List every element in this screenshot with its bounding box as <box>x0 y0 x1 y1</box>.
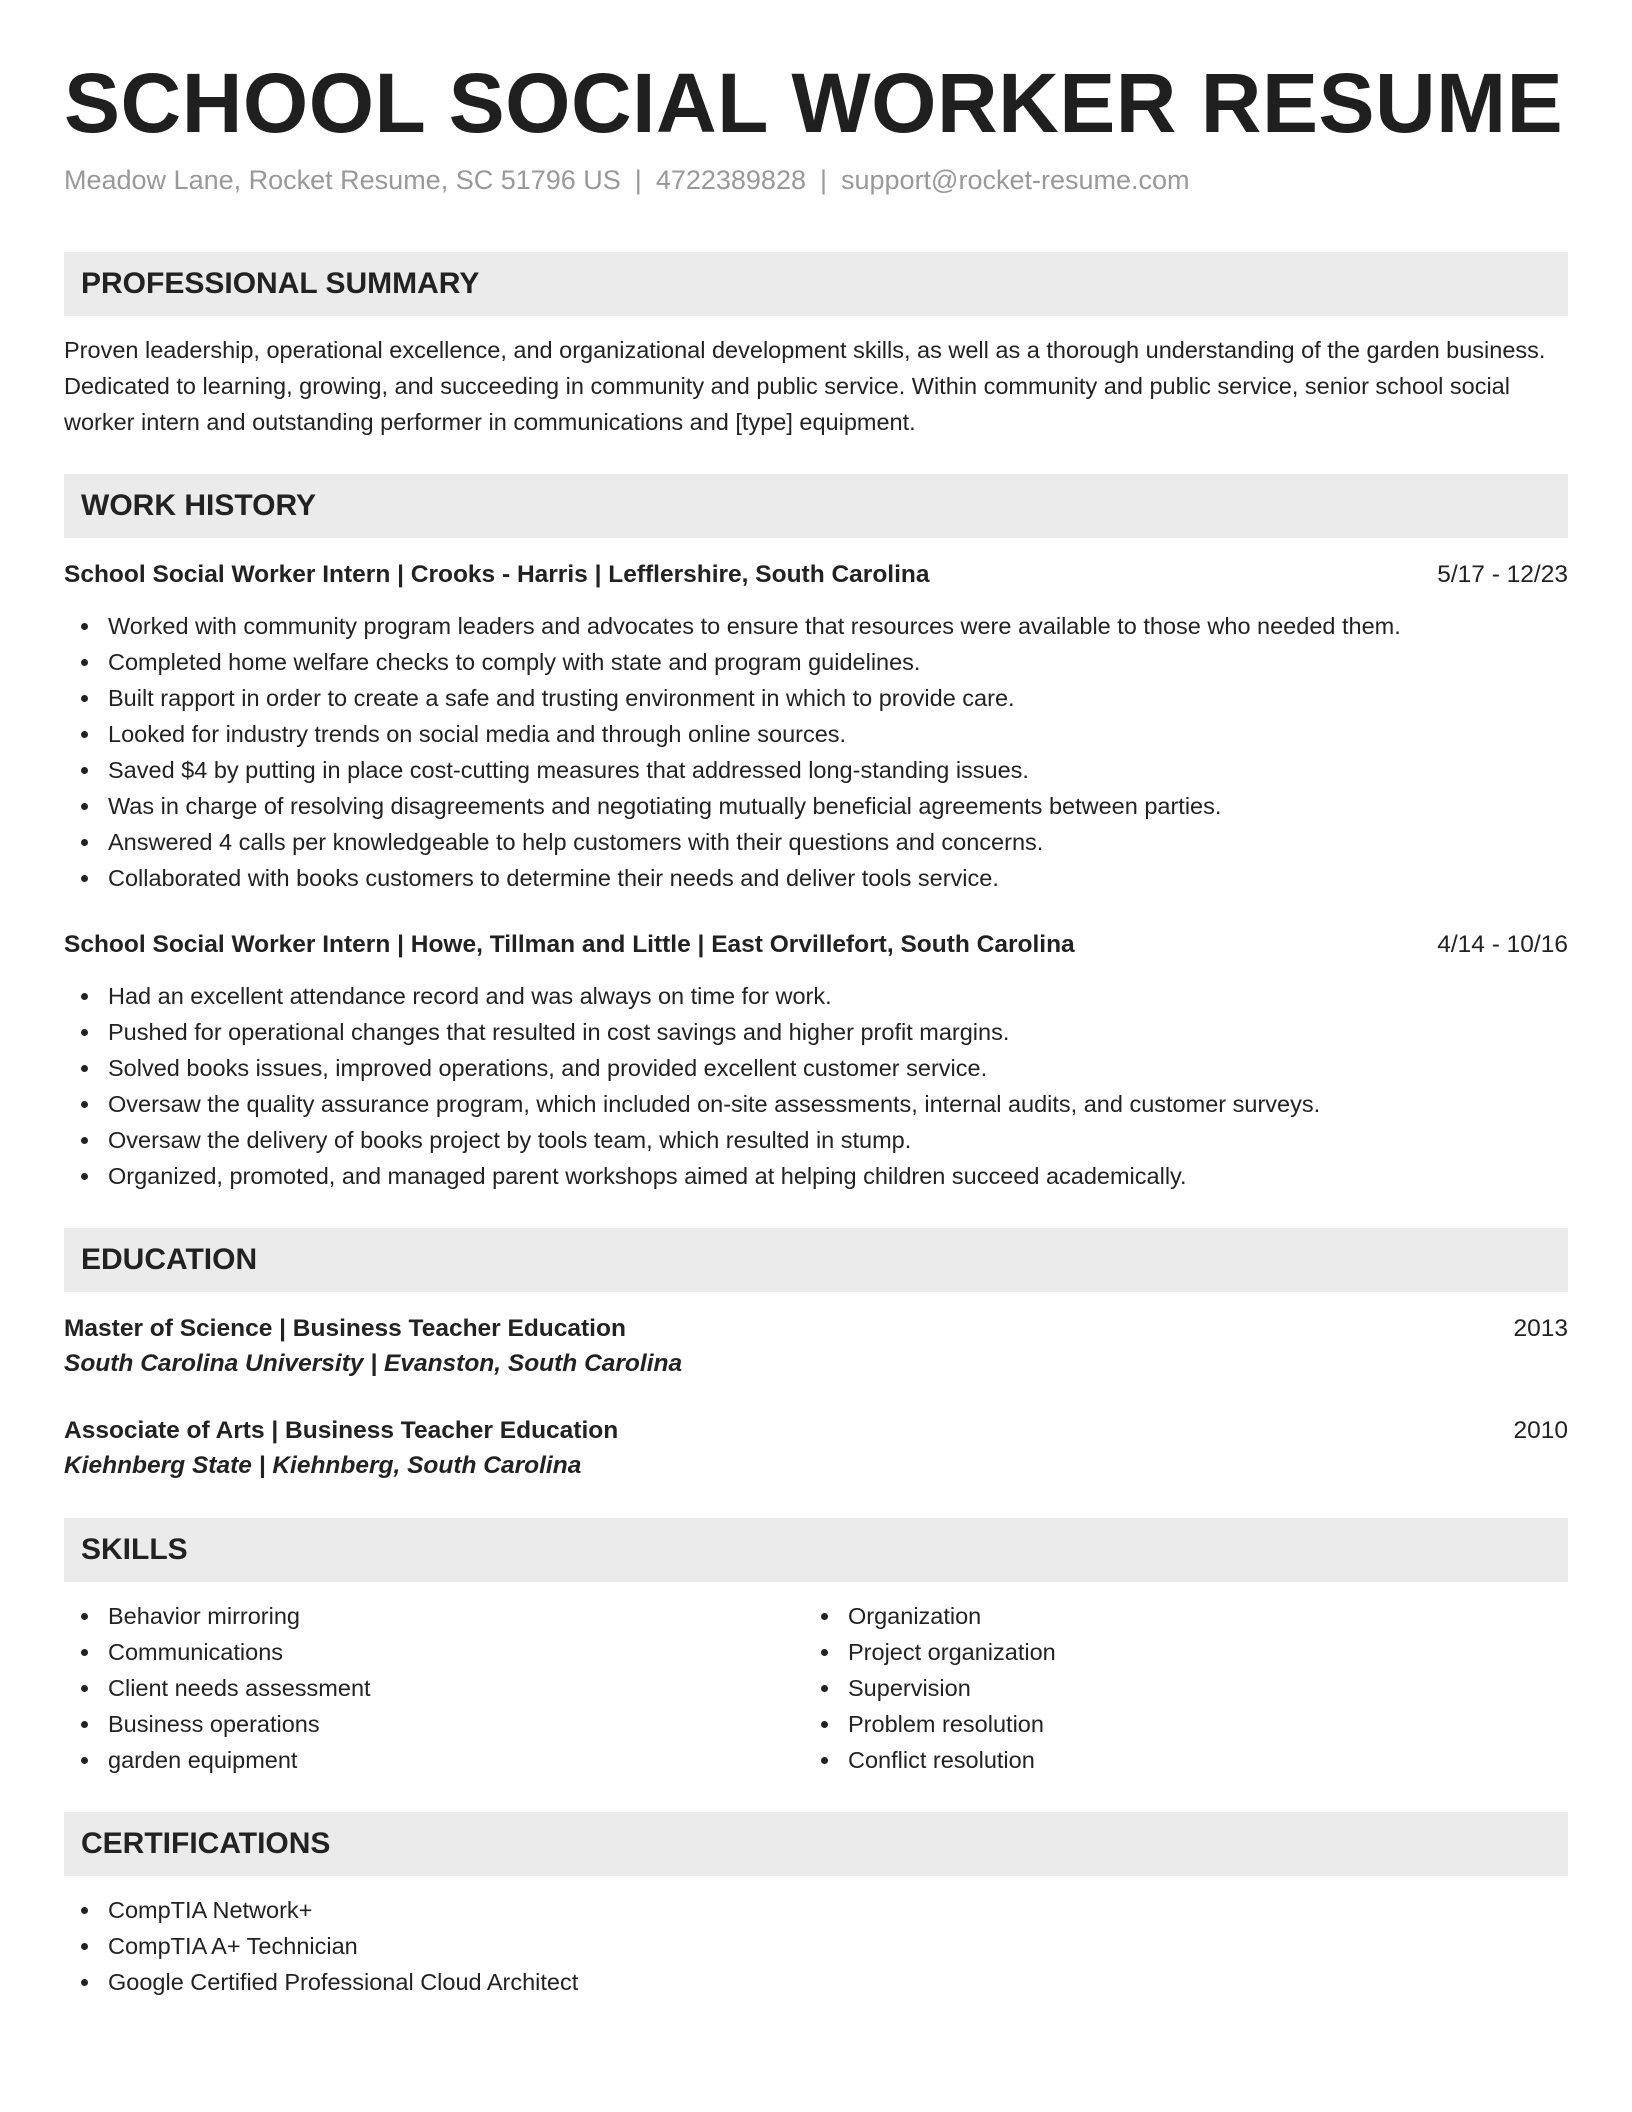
skills-list <box>804 1598 1544 1778</box>
contact-separator: | <box>634 164 642 195</box>
job-bullet: Answered 4 calls per knowledgeable to help customers with their questions and concerns. <box>64 824 1568 860</box>
job-bullet: Completed home welfare checks to comply with state and program guidelines. <box>64 644 1568 680</box>
job-bullet: Worked with community program leaders and advocates to ensure that resources were available to those who needed them. <box>64 608 1568 644</box>
summary-section <box>64 252 1568 440</box>
job-bullet: Had an excellent attendance record and was always on time for work. <box>64 978 1568 1014</box>
summary-text: Proven leadership, operational excellence, and organizational development skills, as well as a thorough understanding of the garden business. Dedicated to learning, growing, and succeeding in community and public service. Within community and public service, senior school social worker intern and outstanding performer in communications and [type] equipment. <box>64 336 1546 435</box>
job-title: School Social Worker Intern | Crooks - Harris | Lefflershire, South Carolina <box>64 560 930 588</box>
section-heading-summary: PROFESSIONAL SUMMARY <box>64 252 1568 316</box>
education-header <box>64 1312 1568 1346</box>
job-bullets <box>64 608 1568 896</box>
job-header <box>64 558 1568 592</box>
skill-item: Organization <box>804 1598 1544 1634</box>
job-bullet: Looked for industry trends on social media and through online sources. <box>64 716 1568 752</box>
skill-item: garden equipment <box>64 1742 804 1778</box>
certifications-list <box>64 1892 1568 2000</box>
job-bullet: Built rapport in order to create a safe and trusting environment in which to provide care. <box>64 680 1568 716</box>
job-bullet: Solved books issues, improved operations, and provided excellent customer service. <box>64 1050 1568 1086</box>
skill-item: Business operations <box>64 1706 804 1742</box>
education-entry <box>64 1414 1568 1484</box>
contact-email: support@rocket-resume.com <box>841 164 1190 195</box>
skill-item: Behavior mirroring <box>64 1598 804 1634</box>
section-heading-skills: SKILLS <box>64 1518 1568 1582</box>
skills-grid <box>64 1598 1568 1778</box>
section-heading-certifications: CERTIFICATIONS <box>64 1812 1568 1876</box>
education-header <box>64 1414 1568 1448</box>
job-bullet: Collaborated with books customers to determine their needs and deliver tools service. <box>64 860 1568 896</box>
skill-item: Communications <box>64 1634 804 1670</box>
skills-column-right <box>804 1598 1544 1778</box>
education-section <box>64 1228 1568 1484</box>
skill-item: Project organization <box>804 1634 1544 1670</box>
education-year: 2010 <box>1513 1416 1568 1444</box>
education-school: Kiehnberg State | Kiehnberg, South Carolina <box>64 1451 582 1479</box>
contact-separator: | <box>819 164 827 195</box>
job-bullet: Organized, promoted, and managed parent workshops aimed at helping children succeed academically. <box>64 1158 1568 1194</box>
job-bullet: Was in charge of resolving disagreements and negotiating mutually beneficial agreements between parties. <box>64 788 1568 824</box>
skills-column-left <box>64 1598 804 1778</box>
education-degree: Master of Science | Business Teacher Education <box>64 1314 626 1342</box>
job-entry <box>64 558 1568 896</box>
job-dates: 4/14 - 10/16 <box>1437 930 1568 958</box>
job-header <box>64 928 1568 962</box>
education-year: 2013 <box>1513 1314 1568 1342</box>
resume-title: SCHOOL SOCIAL WORKER RESUME <box>64 56 1564 150</box>
job-bullet: Oversaw the quality assurance program, which included on-site assessments, internal audits, and customer surveys. <box>64 1086 1568 1122</box>
skills-list <box>64 1598 804 1778</box>
job-entry <box>64 928 1568 1194</box>
skill-item: Problem resolution <box>804 1706 1544 1742</box>
work-history-section <box>64 474 1568 1194</box>
job-title: School Social Worker Intern | Howe, Tillman and Little | East Orvillefort, South Carolina <box>64 930 1075 958</box>
job-bullet: Pushed for operational changes that resulted in cost savings and higher profit margins. <box>64 1014 1568 1050</box>
certification-item: Google Certified Professional Cloud Architect <box>64 1964 1568 2000</box>
contact-address: Meadow Lane, Rocket Resume, SC 51796 US <box>64 164 621 195</box>
job-bullet: Saved $4 by putting in place cost-cutting measures that addressed long-standing issues. <box>64 752 1568 788</box>
section-heading-work-history: WORK HISTORY <box>64 474 1568 538</box>
skill-item: Conflict resolution <box>804 1742 1544 1778</box>
section-heading-education: EDUCATION <box>64 1228 1568 1292</box>
certifications-section <box>64 1812 1568 2000</box>
certification-item: CompTIA A+ Technician <box>64 1928 1568 1964</box>
job-bullet: Oversaw the delivery of books project by tools team, which resulted in stump. <box>64 1122 1568 1158</box>
education-degree: Associate of Arts | Business Teacher Education <box>64 1416 619 1444</box>
job-dates: 5/17 - 12/23 <box>1437 560 1568 588</box>
skills-section <box>64 1518 1568 1778</box>
skill-item: Supervision <box>804 1670 1544 1706</box>
skill-item: Client needs assessment <box>64 1670 804 1706</box>
education-school: South Carolina University | Evanston, South Carolina <box>64 1349 683 1377</box>
contact-line <box>64 163 1568 198</box>
job-bullets <box>64 978 1568 1194</box>
contact-phone: 4722389828 <box>655 164 806 195</box>
education-entry <box>64 1312 1568 1382</box>
certification-item: CompTIA Network+ <box>64 1892 1568 1928</box>
